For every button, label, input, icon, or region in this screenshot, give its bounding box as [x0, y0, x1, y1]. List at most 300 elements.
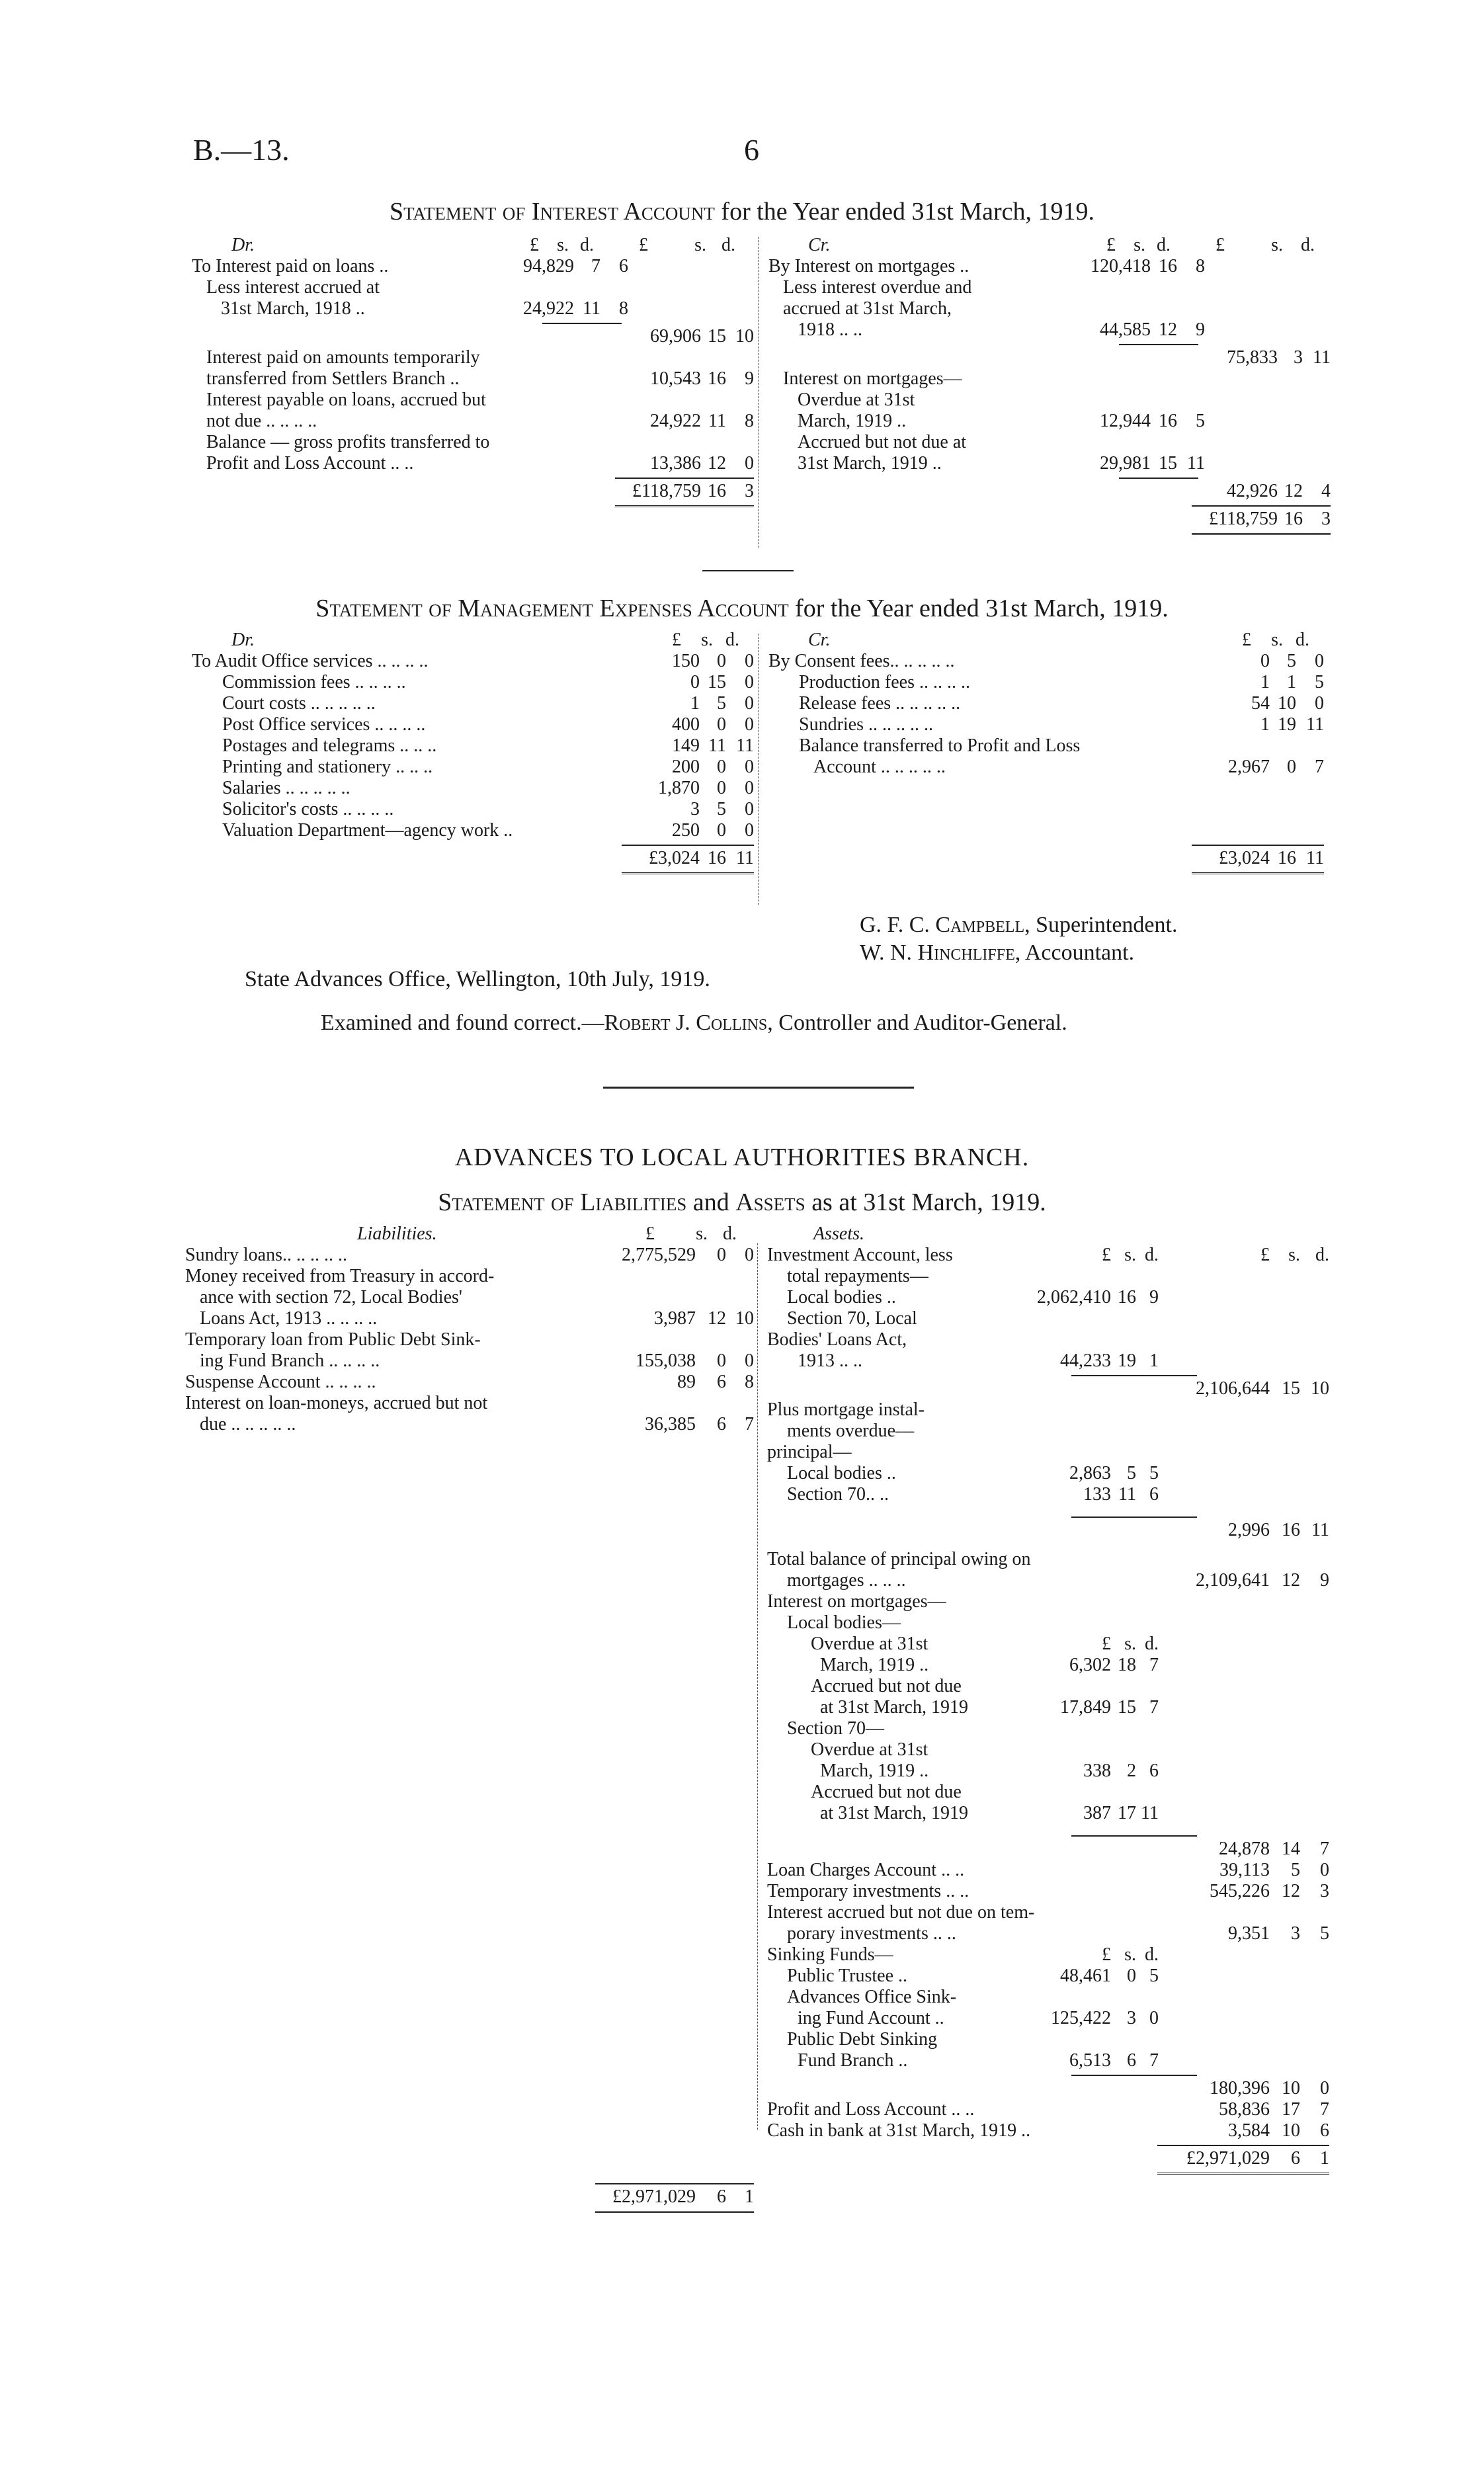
ledger-row [192, 735, 754, 757]
side-label: Cr. [808, 630, 831, 650]
column-header-row [767, 1224, 1329, 1245]
ledger-row [767, 1612, 1329, 1634]
branch-title-and: and [692, 1188, 729, 1216]
row-label: Court costs .. .. .. .. .. [222, 693, 376, 714]
ledger-row [192, 453, 754, 474]
amount-pounds: 125,422 [1051, 2008, 1111, 2028]
row-label: Local bodies .. [787, 1463, 896, 1483]
row-label: Public Debt Sinking [787, 2029, 938, 2050]
side-label: Assets. [813, 1224, 864, 1244]
interest-title [0, 197, 1484, 226]
total-pounds: 545,226 [1210, 1881, 1270, 1901]
amount-pounds: 2,775,529 [622, 1245, 696, 1265]
total-pounds: 3,584 [1228, 2120, 1270, 2141]
examiner-role: Controller and Auditor-General. [778, 1011, 1067, 1035]
row-label: Solicitor's costs .. .. .. .. [222, 799, 394, 819]
signature-campbell [860, 913, 1177, 938]
row-label: To Audit Office services .. .. .. .. [192, 651, 429, 671]
pence-header: d. [1301, 235, 1315, 255]
subtotal-rule [767, 2071, 1329, 2078]
total-shillings: 5 [1291, 1860, 1300, 1880]
total-shillings: 15 [1282, 1378, 1300, 1399]
total-pence: 11 [1313, 347, 1331, 368]
row-label: Section 70— [787, 1718, 884, 1739]
total-shillings: 12 [1284, 481, 1303, 501]
amount-pounds: 338 [1083, 1761, 1111, 1781]
amount-pounds: 24,922 [523, 298, 574, 319]
amount-pounds: £ [1102, 1245, 1111, 1265]
double-rule [767, 2169, 1329, 2179]
double-rule [192, 869, 754, 878]
row-label: ing Fund Account .. [798, 2008, 944, 2028]
amount-shillings: 5 [717, 799, 726, 819]
amount-pounds: £ [1102, 1634, 1111, 1654]
management-cr-table [768, 630, 1324, 878]
amount-pounds: 6,513 [1069, 2050, 1111, 2071]
amount-shillings: 12 [1159, 319, 1177, 340]
subtotal-rule [767, 1513, 1329, 1520]
row-label: Account .. .. .. .. .. [813, 757, 946, 777]
ledger-row [768, 714, 1324, 735]
ledger-row [192, 714, 754, 735]
amount-pence: 0 [745, 778, 754, 798]
page-number: 6 [744, 133, 759, 167]
interest-divider [758, 237, 759, 548]
row-label: Sinking Funds— [767, 1944, 893, 1965]
ledger-row [767, 1944, 1329, 1966]
pound-header: £ [645, 1224, 655, 1244]
total-pence: 3 [1320, 1881, 1329, 1901]
amount-pounds: 0 [690, 672, 700, 692]
ledger-row [185, 1350, 754, 1372]
rule-line [1071, 1835, 1197, 1837]
amount-pounds: 0 [1260, 651, 1270, 671]
total-shillings: 10 [1282, 2078, 1300, 2098]
total-pounds: £ [1260, 1245, 1270, 1265]
amount-pence: 0 [745, 1350, 754, 1371]
subtotal-rule [767, 1372, 1329, 1378]
total-pence: 9 [745, 368, 754, 389]
amount-pounds: 12,944 [1100, 411, 1151, 431]
total-pence: 11 [736, 848, 754, 868]
row-label: Investment Account, less [767, 1245, 953, 1265]
amount-shillings: 0 [717, 714, 726, 735]
shilling-header: s. [696, 1224, 708, 1244]
ledger-row [767, 1718, 1329, 1739]
row-label: Post Office services .. .. .. .. [222, 714, 426, 735]
amount-shillings: 3 [1127, 2008, 1136, 2028]
row-label: Interest paid on amounts temporarily [206, 347, 480, 368]
amount-pounds: 2,062,410 [1037, 1287, 1111, 1308]
report-ref: B.—13. [193, 133, 290, 167]
ledger-row [185, 1329, 754, 1350]
column-header-row [768, 630, 1324, 651]
ledger-row [767, 1329, 1329, 1350]
row-label: ance with section 72, Local Bodies' [200, 1287, 462, 1308]
amount-pence: 5 [1149, 1463, 1159, 1483]
row-label: Less interest overdue and [783, 277, 972, 298]
ledger-row [768, 735, 1324, 757]
examined-line [321, 1011, 1067, 1036]
ledger-row [767, 1570, 1329, 1591]
amount-pence: 0 [745, 714, 754, 735]
ledger-row [768, 347, 1331, 368]
rule-line [1192, 505, 1331, 507]
total-pence: 4 [1321, 481, 1331, 501]
total-pence: 9 [1320, 1570, 1329, 1591]
signature-hinchliffe-role: Accountant. [1024, 940, 1135, 965]
ledger-row [192, 672, 754, 693]
pound-header: £ [672, 630, 681, 650]
shilling-header: s. [557, 235, 569, 255]
amount-shillings: 17 [1118, 1803, 1136, 1823]
amount-shillings: 0 [717, 757, 726, 777]
spacer-row [768, 820, 1324, 841]
total-shillings: 16 [708, 368, 726, 389]
rule-line [1071, 1516, 1197, 1518]
amount-pence: 5 [1315, 672, 1324, 692]
amount-shillings: 5 [1127, 1463, 1136, 1483]
amount-shillings: 5 [717, 693, 726, 714]
amount-shillings: 2 [1127, 1761, 1136, 1781]
row-label: Overdue at 31st [811, 1634, 928, 1654]
amount-shillings: s. [1124, 1944, 1136, 1965]
amount-pounds: 89 [677, 1372, 696, 1392]
total-shillings: 16 [1278, 848, 1296, 868]
amount-shillings: 0 [717, 1245, 726, 1265]
ledger-row [768, 453, 1324, 474]
amount-pounds: 29,981 [1100, 453, 1151, 474]
row-label: due .. .. .. .. .. [200, 1414, 296, 1434]
amount-pounds: 1 [1260, 672, 1270, 692]
row-label: Overdue at 31st [798, 390, 915, 410]
row-label: Local bodies— [787, 1612, 901, 1633]
row-label: not due .. .. .. .. [206, 411, 317, 431]
amount-shillings: 6 [717, 1414, 726, 1434]
total-shillings: 6 [717, 2186, 726, 2207]
row-label: Interest accrued but not due on tem- [767, 1902, 1035, 1923]
section-separator [603, 1087, 914, 1089]
ledger-row [767, 2099, 1329, 2120]
amount-pence: 1 [1149, 1350, 1159, 1371]
amount-pounds: 48,461 [1060, 1966, 1111, 1986]
total-pounds: 180,396 [1210, 2078, 1270, 2098]
row-label: Bodies' Loans Act, [767, 1329, 907, 1350]
total-pounds: 10,543 [650, 368, 701, 389]
total-shillings: 12 [708, 453, 726, 474]
row-label: Printing and stationery .. .. .. [222, 757, 433, 777]
row-label: Temporary loan from Public Debt Sink- [185, 1329, 481, 1350]
pound-header: £ [639, 235, 648, 255]
amount-pence: 0 [745, 757, 754, 777]
total-pence: 10 [735, 326, 754, 347]
amount-pounds: 6,302 [1069, 1655, 1111, 1675]
row-label: Public Trustee .. [787, 1966, 908, 1986]
amount-shillings: 18 [1118, 1655, 1136, 1675]
pound-header: £ [1216, 235, 1225, 255]
interest-dr-table [192, 235, 754, 511]
row-label: Temporary investments .. .. [767, 1881, 969, 1901]
total-pounds: 2,109,641 [1196, 1570, 1270, 1591]
ledger-row [767, 1350, 1329, 1372]
total-pence: 0 [1320, 2078, 1329, 2098]
total-shillings: 3 [1294, 347, 1303, 368]
row-label: Balance transferred to Profit and Loss [799, 735, 1081, 756]
ledger-row [192, 256, 754, 277]
total-pounds: 2,106,644 [1196, 1378, 1270, 1399]
total-rule [192, 474, 754, 481]
interest-title-rest: for the Year ended 31st March, 1919. [721, 198, 1095, 226]
ledger-row [767, 1881, 1329, 1902]
ledger-row [767, 1399, 1329, 1421]
pound-header: £ [530, 235, 539, 255]
amount-pounds: 149 [672, 735, 700, 756]
double-rule [768, 530, 1324, 539]
examined-prefix: Examined and found correct.— [321, 1011, 604, 1035]
amount-shillings: 15 [1159, 453, 1177, 474]
total-shillings: 16 [708, 848, 726, 868]
total-row [767, 2148, 1329, 2169]
amount-pence: 0 [1315, 693, 1324, 714]
ledger-row [767, 2029, 1329, 2050]
amount-pence: 11 [1306, 714, 1324, 735]
row-label: Profit and Loss Account .. .. [206, 453, 414, 474]
spacer-row [767, 1541, 1329, 1549]
ledger-row [767, 1676, 1329, 1697]
column-header-row [192, 235, 754, 256]
subtotal-rule [767, 1832, 1329, 1839]
amount-shillings: 5 [1287, 651, 1296, 671]
subtotal-rule [768, 341, 1324, 347]
amount-pence: 0 [745, 799, 754, 819]
ledger-row [192, 411, 754, 432]
row-label: Fund Branch .. [798, 2050, 908, 2071]
total-pence: 3 [745, 481, 754, 501]
column-header-row [768, 235, 1324, 256]
total-pounds: 75,833 [1227, 347, 1278, 368]
shilling-header: s. [694, 235, 706, 255]
ledger-row [185, 1287, 754, 1308]
pence-header: d. [1157, 235, 1171, 255]
total-pence: 7 [1320, 2099, 1329, 2120]
amount-pounds: 2,863 [1069, 1463, 1111, 1483]
ledger-row [185, 1372, 754, 1393]
spacer-row [768, 778, 1324, 799]
total-pounds: 42,926 [1227, 481, 1278, 501]
rule-line [595, 2211, 754, 2216]
amount-pounds: 3,987 [654, 1308, 696, 1329]
amount-shillings: 6 [1127, 2050, 1136, 2071]
ledger-row [768, 481, 1331, 502]
rule-line [1157, 2173, 1329, 2177]
ledger-row [192, 326, 754, 347]
total-row [768, 848, 1324, 869]
amount-shillings: 11 [1118, 1484, 1136, 1505]
total-shillings: 14 [1282, 1839, 1300, 1859]
amount-shillings: s. [1124, 1245, 1136, 1265]
pence-header: d. [580, 235, 594, 255]
row-label: 31st March, 1918 .. [221, 298, 365, 319]
ledger-row [192, 693, 754, 714]
total-rule [192, 841, 754, 848]
amount-pence: 0 [745, 693, 754, 714]
ledger-row [768, 277, 1324, 298]
row-label: March, 1919 .. [820, 1655, 929, 1675]
row-label: Sundries .. .. .. .. .. [799, 714, 933, 735]
row-label: By Consent fees.. .. .. .. .. [768, 651, 955, 671]
liabilities-table [185, 1224, 754, 2217]
signature-hinchliffe [860, 940, 1134, 966]
rule-line [1192, 845, 1324, 846]
ledger-row [192, 820, 754, 841]
ledger-row [185, 1414, 754, 1435]
total-shillings: 12 [1282, 1881, 1300, 1901]
amount-pence: 9 [1196, 319, 1205, 340]
signature-hinchliffe-name: W. N. Hinchliffe, [860, 940, 1021, 965]
rule-line [1071, 1375, 1197, 1376]
ledger-row [192, 757, 754, 778]
total-shillings: s. [1288, 1245, 1300, 1265]
total-shillings: 6 [1291, 2148, 1300, 2169]
ledger-row [767, 1966, 1329, 1987]
amount-pence: 7 [1149, 1697, 1159, 1718]
total-shillings: 10 [1282, 2120, 1300, 2141]
amount-pounds: 1,870 [658, 778, 700, 798]
row-label: By Interest on mortgages .. [768, 256, 969, 276]
amount-shillings: 16 [1159, 256, 1177, 276]
ledger-row [767, 1442, 1329, 1463]
row-label: mortgages .. .. .. [787, 1570, 906, 1591]
ledger-row [767, 1266, 1329, 1287]
row-label: Total balance of principal owing on [767, 1549, 1031, 1569]
total-rule [185, 2180, 754, 2186]
double-rule [185, 2208, 754, 2217]
amount-pence: 7 [1149, 2050, 1159, 2071]
total-pence: 7 [1320, 1839, 1329, 1859]
amount-shillings: 16 [1118, 1287, 1136, 1308]
amount-shillings: 11 [708, 735, 726, 756]
amount-pounds: 387 [1083, 1803, 1111, 1823]
management-dr-table [192, 630, 754, 878]
row-label: at 31st March, 1919 [820, 1697, 968, 1718]
amount-shillings: 1 [1287, 672, 1296, 692]
row-label: at 31st March, 1919 [820, 1803, 968, 1823]
ledger-row [768, 256, 1324, 277]
subtotal-rule [768, 474, 1324, 481]
total-row [768, 509, 1331, 530]
amount-shillings: 19 [1278, 714, 1296, 735]
pence-header: d. [721, 235, 735, 255]
amount-pence: 8 [745, 1372, 754, 1392]
total-pounds: £118,759 [1209, 509, 1278, 529]
amount-pence: 6 [1149, 1484, 1159, 1505]
ledger-row [767, 1287, 1329, 1308]
shilling-header: s. [1271, 235, 1283, 255]
ledger-row [185, 1245, 754, 1266]
spacer-row [767, 1505, 1329, 1513]
ledger-row [767, 1923, 1329, 1944]
ledger-row [768, 411, 1324, 432]
row-label: Section 70, Local [787, 1308, 917, 1329]
row-label: 31st March, 1919 .. [798, 453, 942, 474]
amount-shillings: s. [1124, 1634, 1136, 1654]
amount-pence: 10 [735, 1308, 754, 1329]
branch-title-liabilities: Statement of Liabilities [438, 1188, 687, 1216]
row-label: Plus mortgage instal- [767, 1399, 925, 1420]
side-label: Cr. [808, 235, 831, 255]
row-label: Local bodies .. [787, 1287, 896, 1308]
place-date: State Advances Office, Wellington, 10th July, 1919. [245, 967, 710, 991]
row-label: total repayments— [787, 1266, 928, 1286]
management-title-main: Statement of Management Expenses Account [315, 595, 789, 622]
ledger-row [767, 1902, 1329, 1923]
ledger-row [767, 1484, 1329, 1505]
amount-pence: 0 [1149, 2008, 1159, 2028]
row-label: porary investments .. .. [787, 1923, 956, 1944]
total-pounds: £3,024 [1219, 848, 1270, 868]
ledger-row [768, 390, 1324, 411]
amount-pence: d. [1145, 1944, 1159, 1965]
total-row [185, 2186, 754, 2208]
row-label: Accrued but not due [811, 1676, 962, 1696]
rule-line [615, 505, 754, 510]
shilling-header: s. [1271, 630, 1283, 650]
row-label: ing Fund Branch .. .. .. .. [200, 1350, 380, 1371]
ledger-row [192, 368, 754, 390]
ledger-row [768, 298, 1324, 319]
row-label: To Interest paid on loans .. [192, 256, 389, 276]
amount-pence: 0 [745, 672, 754, 692]
total-pounds: 24,922 [650, 411, 701, 431]
total-shillings: 12 [1282, 1570, 1300, 1591]
ledger-row [768, 432, 1324, 453]
ledger-row [768, 651, 1324, 672]
amount-pence: 11 [1187, 453, 1205, 474]
amount-pence: 0 [1315, 651, 1324, 671]
total-pence: 5 [1320, 1923, 1329, 1944]
amount-pence: 11 [736, 735, 754, 756]
total-shillings: 11 [708, 411, 726, 431]
row-label: Sundry loans.. .. .. .. .. [185, 1245, 347, 1265]
row-label: Suspense Account .. .. .. .. [185, 1372, 376, 1392]
ledger-row [768, 693, 1324, 714]
row-label: Overdue at 31st [811, 1739, 928, 1760]
amount-shillings: 0 [717, 778, 726, 798]
row-label: Commission fees .. .. .. .. [222, 672, 406, 692]
side-label: Liabilities. [357, 1224, 437, 1244]
total-shillings: 15 [708, 326, 726, 347]
rule-line [1157, 2145, 1329, 2146]
ledger-row [767, 1520, 1329, 1541]
side-label: Dr. [231, 630, 255, 650]
spacer-row [767, 1824, 1329, 1832]
amount-pounds: 400 [672, 714, 700, 735]
ledger-row [185, 1308, 754, 1329]
amount-pounds: 250 [672, 820, 700, 841]
ledger-row [767, 1761, 1329, 1782]
amount-pounds: 44,233 [1060, 1350, 1111, 1371]
ledger-row [767, 1839, 1329, 1860]
row-label: Interest on mortgages— [783, 368, 962, 389]
rule-line [615, 478, 754, 479]
ledger-row [767, 1803, 1329, 1824]
row-label: Balance — gross profits transferred to [206, 432, 490, 452]
row-label: Loan Charges Account .. .. [767, 1860, 965, 1880]
ledger-row [192, 651, 754, 672]
amount-pounds: £ [1102, 1944, 1111, 1965]
row-label: Advances Office Sink- [787, 1987, 957, 2007]
ledger-row [767, 1421, 1329, 1442]
